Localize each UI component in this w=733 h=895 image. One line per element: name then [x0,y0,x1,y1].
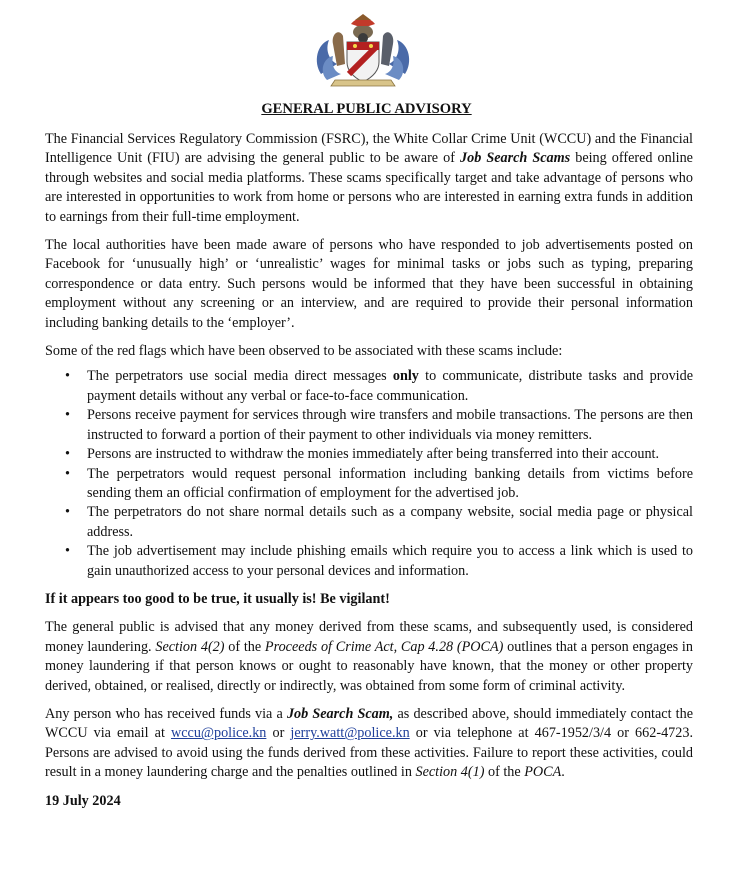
bullet-icon: • [65,543,70,560]
bullet-icon: • [65,446,70,463]
bullet-icon: • [65,465,70,482]
advisory-date: 19 July 2024 [45,792,121,809]
red-flags-intro: Some of the red flags which have been observed to be associated with these scams include: [45,343,563,360]
wccu-email-link[interactable]: wccu@police.kn [170,725,267,742]
red-flags-list [45,367,693,580]
job-search-scams-emphasis: Job Search Scams [460,150,571,167]
list-item: • The perpetrators use social media direct messages only to communicate, distribute tasks and provide payment details without any verbal or face-to-face communication. [65,368,693,404]
authorities-paragraph: The local authorities have been made aware of persons who have responded to job advertisements posted on Facebook for ‘unusually high’ or ‘unrealistic’ wages for minimal tasks or jobs such as typing, preparing correspondence or data entry. Such persons would be informed that they have been successful in obtaining employment without any screening or an interview, and are required to provide their personal information including banking details to the ‘employer’. [45,237,693,331]
bullet-icon: • [65,504,70,521]
list-item: • Persons receive payment for services through wire transfers and mobile transactions. The persons are then instructed to forward a portion of their payment to other individuals via money remitters. [65,407,693,443]
bullet-icon: • [65,368,70,385]
jerry-watt-email-link[interactable]: jerry.watt@police.kn [290,725,410,742]
bullet-icon: • [65,407,70,424]
warning-line: If it appears too good to be true, it usually is! Be vigilant! [45,590,390,607]
contact-paragraph: Any person who has received funds via a Job Search Scam, as described above, should immediately contact the WCCU via email at wccu@police.kn or jerry.watt@police.kn or via telephone at 467-1952/3/4 or 662-4723. Persons are advised to avoid using the funds derived from these activities. Failure to report these activities, could result in a money laundering charge and the penalties outlined in Section 4(1) of the POCA. [45,705,693,781]
coat-of-arms-logo [311,14,415,90]
advisory-body [45,130,693,820]
list-item: • The job advertisement may include phishing emails which require you to access a link which is used to gain unauthorized access to your personal devices and information. [65,543,693,579]
list-item: • Persons are instructed to withdraw the monies immediately after being transferred into their account. [87,445,693,464]
money-laundering-paragraph: The general public is advised that any money derived from these scams, and subsequently used, is considered money laundering. Section 4(2) of the Proceeds of Crime Act, Cap 4.28 (POCA) outlines that a person engages in money laundering if that person knows or ought to reasonably have known, that the money or other property derived, obtained, or realised, directly or indirectly, was obtained from some form of criminal activity. [45,619,693,694]
list-item: • The perpetrators do not share normal details such as a company website, social media page or physical address. [65,504,693,540]
advisory-title: GENERAL PUBLIC ADVISORY [261,101,472,117]
list-item: • The perpetrators would request personal information including banking details from victims before sending them an official confirmation of employment for the advertised job. [65,465,693,501]
intro-paragraph: The Financial Services Regulatory Commission (FSRC), the White Collar Crime Unit (WCCU) and the Financial Intelligence Unit (FIU) are advising the general public to be aware of Job Search Scams being offered online through websites and social media platforms. These scams specifically target and take advantage of persons who are interested in opportunities to work from home or persons who are interested in earning extra funds in addition to earnings from their full-time employment. [45,131,693,225]
